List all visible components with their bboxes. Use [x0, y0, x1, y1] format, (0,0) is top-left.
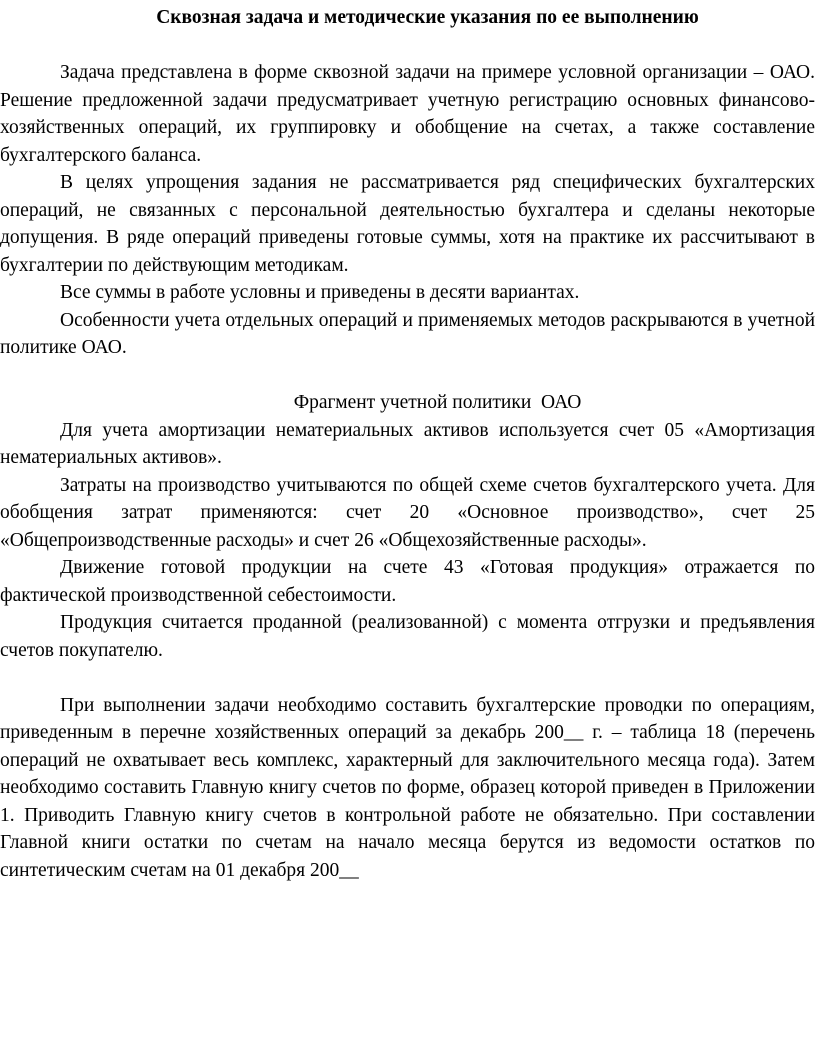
intro-paragraph: В целях упрощения задания не рассматривается ряд специфических бухгалтерских операций, не связанных с персональной деятельностью бухгалтера и сделаны некоторые допущения. В ряде операций приведены готовые суммы, хотя на практике их рассчитывают в бухгалтерии по действующим методикам. — [0, 172, 815, 276]
policy-title: Фрагмент учетной политики ОАО — [293, 392, 582, 413]
spacer — [0, 32, 815, 60]
policy-paragraph: Для учета амортизации нематериальных активов используется счет 05 «Амортизация нематериальных активов». — [0, 419, 815, 468]
policy-paragraph: Продукция считается проданной (реализованной) с момента отгрузки и предъявления счетов покупателю. — [0, 612, 815, 661]
intro-paragraph: Все суммы в работе условны и приведены в десяти вариантах. — [60, 282, 580, 303]
spacer — [0, 664, 815, 692]
intro-paragraph: Задача представлена в форме сквозной задачи на примере условной организации – ОАО. Решение предложенной задачи предусматривает учетную регистрацию основных финансово-хозяйственных операций, их группировку и обобщение на счетах, а также составление бухгалтерского баланса. — [0, 62, 815, 166]
policy-paragraph: Затраты на производство учитываются по общей схеме счетов бухгалтерского учета. Для обобщения затрат применяются: счет 20 «Основное производство», счет 25 «Общепроизводственные расходы» и счет 26 «Общехозяйственные расходы». — [0, 474, 815, 551]
document-title: Сквозная задача и методические указания по ее выполнению — [156, 7, 699, 28]
spacer — [0, 362, 815, 390]
instructions-paragraph: При выполнении задачи необходимо составить бухгалтерские проводки по операциям, приведенным в перечне хозяйственных операций за декабрь 200__ г. – таблица 18 (перечень операций не охватывает весь комплекс, характерный для заключительного месяца года). Затем необходимо составить Главную книгу счетов по форме, образец которой приведен в Приложении 1. Приводить Главную книгу счетов в контрольной работе не обязательно. При составлении Главной книги остатки по счетам на начало месяца берутся из ведомости остатков по синтетическим счетам на 01 декабря 200__ — [0, 694, 815, 881]
policy-paragraph: Движение готовой продукции на счете 43 «Готовая продукция» отражается по фактической производственной себестоимости. — [0, 557, 815, 606]
intro-paragraph: Особенности учета отдельных операций и применяемых методов раскрываются в учетной политике ОАО. — [0, 309, 815, 358]
